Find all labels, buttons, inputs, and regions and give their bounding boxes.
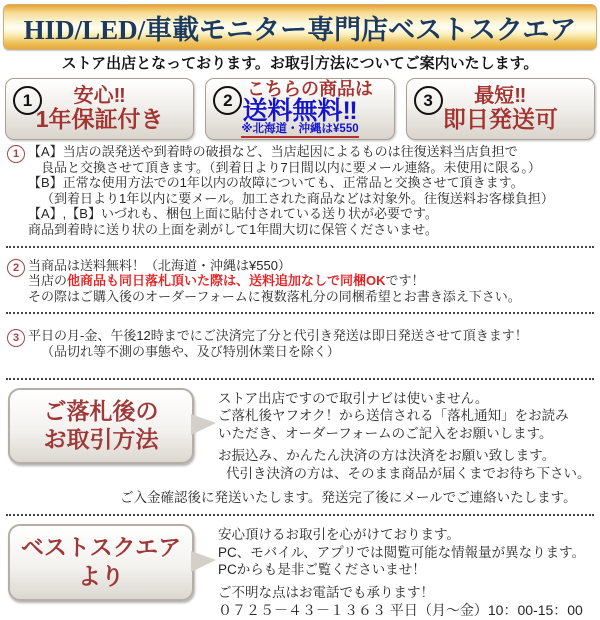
section2-line1: 当商品は送料無料！（北海道・沖縄は¥550） [28, 257, 291, 273]
store-header-banner [3, 4, 597, 50]
section3-text [28, 328, 596, 359]
section1-text [28, 144, 596, 238]
section3-line1: 平日の月-金、午後12時までにご決済完了分と代引き発送は即日発送させて頂きます！ [28, 328, 528, 344]
section3-number-col [4, 328, 28, 359]
separator-dotted [6, 245, 594, 248]
section1-line: （到着日より1年以内に要メール。加工された商品などは対象外。往復送料お客様負担） [41, 190, 554, 206]
transaction-text [218, 388, 596, 483]
section2-text [28, 258, 596, 305]
section3-number-icon: 3 [7, 329, 25, 347]
section1-line: 【B】正常な使用方法での1年以内の故障についても、正常品と交換させて頂きます。 [28, 175, 524, 191]
store-note-line: 安心頂けるお取引を心がけております。 [218, 527, 460, 543]
badge-guarantee-line2: 1年保証付き [35, 106, 164, 133]
transaction-line: いただき、オーダーフォームのご記入をお願いします。 [218, 425, 553, 441]
badge-row [0, 76, 600, 140]
badge-speed-line2: 即日発送可 [442, 106, 558, 133]
section1-number-col [4, 144, 28, 238]
store-phone-number: ０７２５－４３－１３６３ 平日（月～金）10：00-15：00 [218, 602, 583, 619]
section2-line2-post: です！ [385, 273, 425, 289]
section-same-day-dispatch [0, 320, 600, 369]
section1-line: 良品と交換させて頂きます。（到着日より7日間以内に要メール連絡。未使用に限る。） [41, 159, 541, 175]
transaction-line: ご落札後ヤフオク！から送信される「落札通知」をお読み [218, 408, 569, 424]
store-note-bubble-line1: ベストスクエア [20, 534, 182, 561]
badge-shipping-line1: こちらの商品は [246, 79, 373, 100]
transaction-line: 代引き決済の方は、そのまま商品が届くまでお待ち下さい。 [226, 465, 591, 481]
transaction-footer: ご入金確認後に発送いたします。発送完了後にメールでご連絡いたします。 [120, 490, 577, 506]
store-note-text [218, 524, 596, 619]
section1-line: 商品到着時に送り状の上面を剥がして1年間大切に保管くださいませ。 [28, 221, 438, 237]
section2-number-col [4, 258, 28, 305]
transaction-bubble-line2: お取引方法 [43, 426, 159, 453]
badge-number-2-icon: 2 [213, 86, 242, 115]
store-note-bubble-line2: より [78, 563, 124, 590]
badge-same-day [406, 78, 595, 140]
separator-dotted [6, 513, 594, 516]
badge-shipping-line2: 送料無料‼ [242, 97, 358, 126]
section2-line3: その際はご購入後のオーダーフォームに複数落札分の同梱希望とお書き添え下さい。 [28, 288, 521, 304]
section1-line: 【A】,【B】いづれも、梱包上面に貼付されている送り状が必要です。 [28, 206, 438, 222]
section1-line: 【A】当店の誤発送や到着時の破損など、当店起因によるものは往復送料当店負担で [28, 144, 518, 159]
store-note-bubble [8, 524, 194, 601]
section-guarantee-terms [0, 140, 600, 238]
badge-shipping-note: ※北海道・沖縄は¥550 [241, 124, 358, 138]
header-subtitle: ストア出店となっております。お取引方法についてご案内いたします。 [61, 55, 539, 72]
section2-line2 [28, 273, 596, 289]
transaction-bubble-col [4, 388, 218, 483]
separator-dotted [6, 311, 594, 314]
store-note-bubble-col [4, 524, 218, 619]
section1-number-icon: 1 [7, 145, 25, 163]
transaction-line: お振込み、かんたん決済の方は決済をお願い致します。 [218, 448, 556, 464]
store-note-line: PC、モバイル、アプリでは閲覧可能な情報量が異なります。 [218, 544, 586, 560]
separator-dotted [6, 377, 594, 380]
badge-number-1-icon: 1 [13, 86, 42, 115]
badge-number-3-icon: 3 [414, 86, 443, 115]
transaction-method-section [0, 388, 600, 483]
badge-guarantee-line1: 安心‼ [73, 85, 126, 108]
badge-speed-line1: 最短‼ [474, 85, 527, 108]
store-note-section [0, 524, 600, 619]
store-title: HID/LED/車載モニター専門店ベストスクエア [23, 14, 577, 45]
section-shipping-combine [0, 254, 600, 305]
section3-line2: （品切れ等不測の事態や、及び特別休業日を除く） [41, 343, 340, 359]
badge-guarantee [5, 78, 194, 140]
section2-number-icon: 2 [7, 259, 25, 277]
transaction-line: ストア出店ですので取引ナビは使いません。 [218, 390, 489, 406]
store-contact-line1: ご不明な点はお電話でも承ります！ [218, 584, 434, 600]
badge-free-shipping [205, 78, 394, 140]
transaction-bubble [8, 388, 194, 465]
store-note-line: PCからも是非ご覧くださいませ！ [218, 562, 426, 578]
section2-line2-pre: 当店の [28, 273, 68, 289]
section2-line2-highlight: 他商品も同日落札頂いた際は、送料追加なしで同梱OK [67, 273, 386, 289]
transaction-bubble-line1: ご落札後の [43, 397, 159, 424]
